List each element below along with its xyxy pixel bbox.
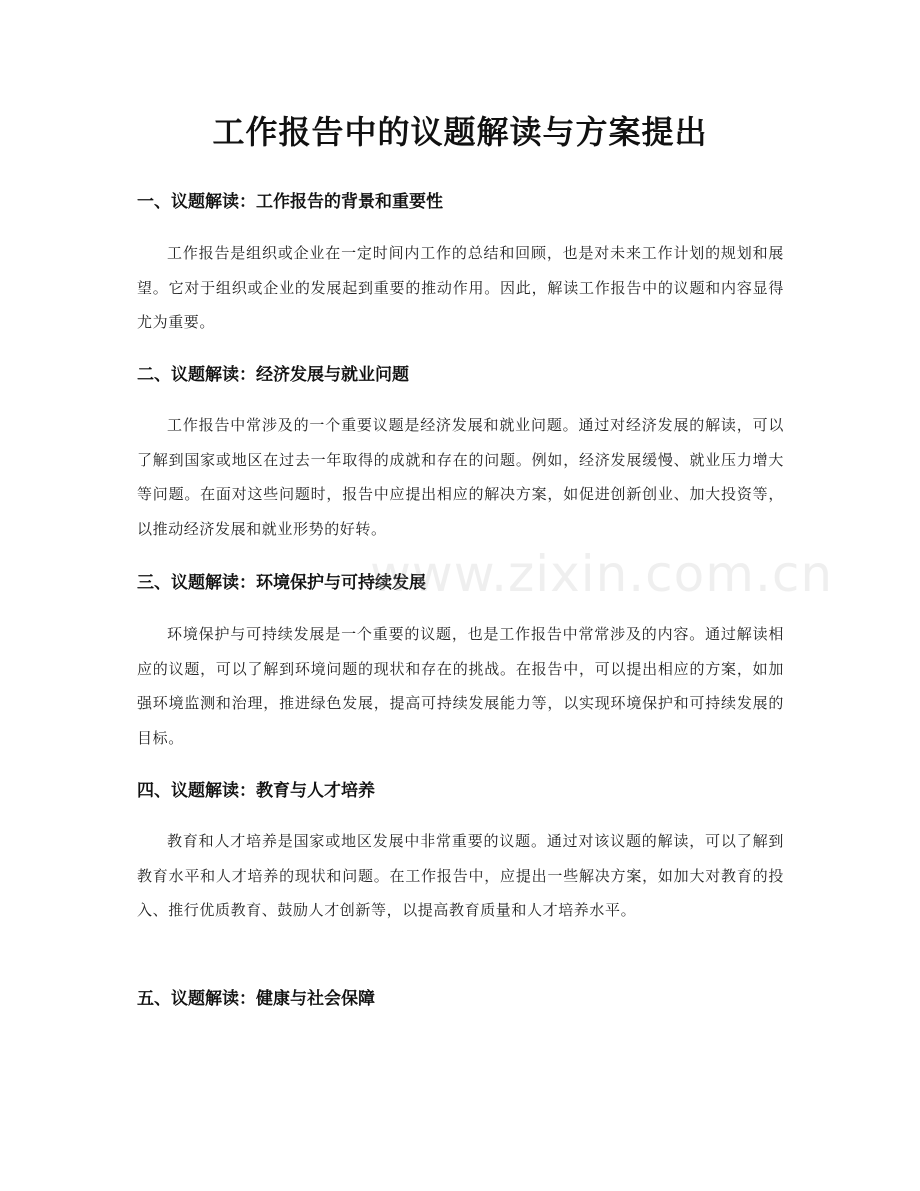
section-paragraph-4: 教育和人才培养是国家或地区发展中非常重要的议题。通过对该议题的解读，可以了解到教育水平和人才培养的现状和问题。在工作报告中，应提出一些解决方案，如加大对教育的投入、推行优质教育、鼓励人才创新等，以提高教育质量和人才培养水平。 [137,832,784,919]
section-heading-4: 四、议题解读：教育与人才培养 [137,781,375,801]
section-heading-1: 一、议题解读：工作报告的背景和重要性 [137,192,443,212]
watermark: www.zixin.com.cn [370,545,834,603]
section-heading-2: 二、议题解读：经济发展与就业问题 [137,365,409,385]
section-paragraph-2: 工作报告中常涉及的一个重要议题是经济发展和就业问题。通过对经济发展的解读，可以了解到国家或地区在过去一年取得的成就和存在的问题。例如，经济发展缓慢、就业压力增大等问题。在面对这些问题时，报告中应提出相应的解决方案，如促进创新创业、加大投资等，以推动经济发展和就业形势的好转。 [137,416,784,538]
section-heading-3: 三、议题解读：环境保护与可持续发展 [137,573,426,593]
section-heading-5: 五、议题解读：健康与社会保障 [137,989,375,1009]
section-paragraph-3: 环境保护与可持续发展是一个重要的议题，也是工作报告中常常涉及的内容。通过解读相应的议题，可以了解到环境问题的现状和存在的挑战。在报告中，可以提出相应的方案，如加强环境监测和治理，推进绿色发展，提高可持续发展能力等，以实现环境保护和可持续发展的目标。 [137,625,784,747]
section-paragraph-1: 工作报告是组织或企业在一定时间内工作的总结和回顾，也是对未来工作计划的规划和展望。它对于组织或企业的发展起到重要的推动作用。因此，解读工作报告中的议题和内容显得尤为重要。 [137,244,784,331]
document-title: 工作报告中的议题解读与方案提出 [212,113,708,151]
